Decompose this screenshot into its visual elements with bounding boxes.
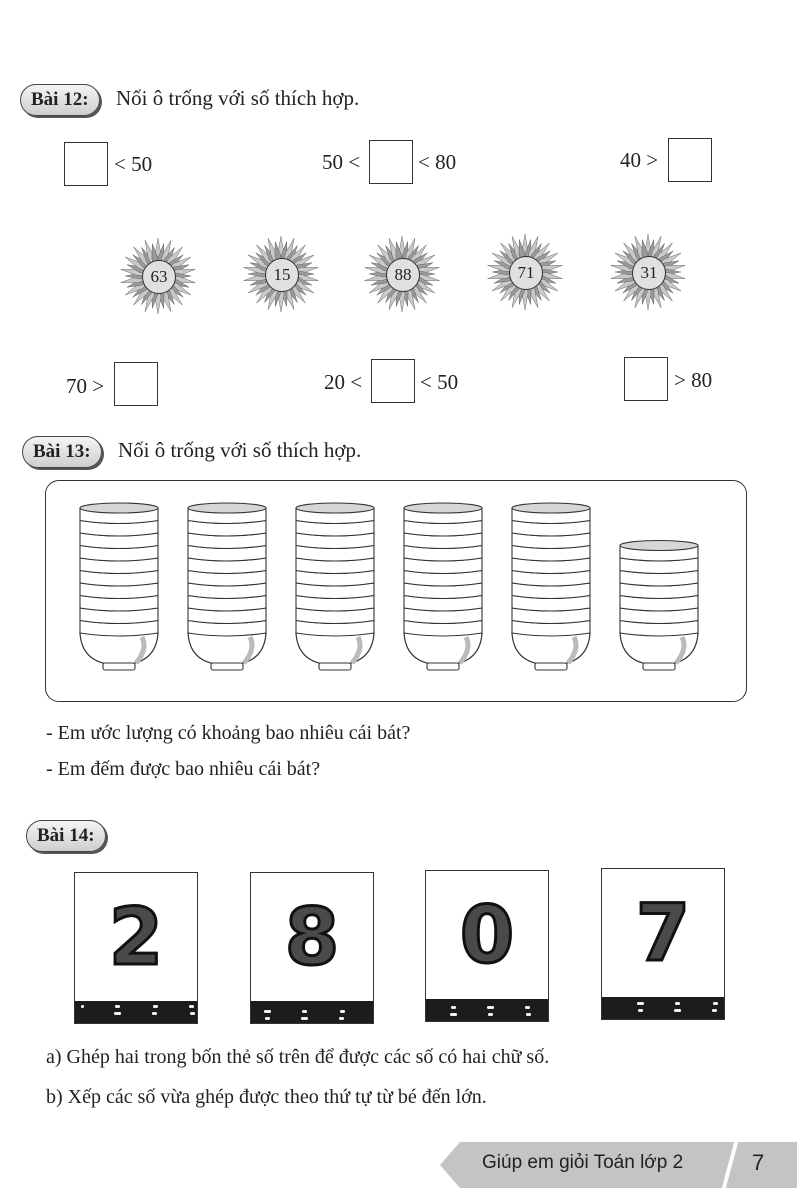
comparison-text: 70 > <box>66 374 105 398</box>
bowl-stack <box>296 503 374 670</box>
bowl-stack <box>512 503 590 670</box>
book-title: Giúp em giỏi Toán lớp 2 <box>482 1152 684 1173</box>
answer-box[interactable] <box>371 359 415 403</box>
answer-box[interactable] <box>668 138 712 182</box>
page-number: 7 <box>752 1150 765 1175</box>
answer-box[interactable] <box>624 357 668 401</box>
flower-number: 63 <box>142 260 176 294</box>
comparison-text: 40 > <box>620 148 659 172</box>
comparison-text: 50 < <box>322 150 361 174</box>
card-decoration <box>426 999 548 1021</box>
number-card[interactable] <box>74 872 198 1024</box>
count-question: - Em đếm được bao nhiêu cái bát? <box>46 758 321 780</box>
flower-number-card[interactable] <box>606 230 690 314</box>
exercise-12-badge: Bài 12: <box>20 84 100 116</box>
bowls-panel <box>45 480 747 702</box>
card-digit: 0 <box>459 891 515 981</box>
flower-number-card[interactable] <box>483 230 567 314</box>
number-card[interactable] <box>601 868 725 1020</box>
task-a: a) Ghép hai trong bốn thẻ số trên để được các số có hai chữ số. <box>46 1046 550 1068</box>
comparison-text: > 80 <box>674 368 713 392</box>
estimate-question: - Em ước lượng có khoảng bao nhiêu cái bát? <box>46 722 411 744</box>
answer-box[interactable] <box>64 142 108 186</box>
exercise-12-instruction: Nối ô trống với số thích hợp. <box>116 86 360 110</box>
exercise-13-badge: Bài 13: <box>22 436 102 468</box>
comparison-text: < 80 <box>418 150 457 174</box>
exercise-13-instruction: Nối ô trống với số thích hợp. <box>118 438 362 462</box>
flower-number: 31 <box>632 256 666 290</box>
flower-number: 15 <box>265 258 299 292</box>
card-decoration <box>75 1001 197 1023</box>
card-digit: 2 <box>108 893 164 983</box>
exercise-14-badge: Bài 14: <box>26 820 106 852</box>
comparison-text: < 50 <box>420 370 459 394</box>
comparison-text: < 50 <box>114 152 153 176</box>
bowl-stack <box>620 541 698 671</box>
task-b: b) Xếp các số vừa ghép được theo thứ tự từ bé đến lớn. <box>46 1086 487 1108</box>
flower-number-card[interactable] <box>239 232 323 316</box>
bowl-stack <box>188 503 266 670</box>
bowl-stacks-illustration <box>46 481 746 701</box>
flower-number-card[interactable] <box>116 234 200 318</box>
flower-number: 88 <box>386 258 420 292</box>
card-digit: 8 <box>284 893 340 983</box>
answer-box[interactable] <box>369 140 413 184</box>
card-decoration <box>602 997 724 1019</box>
flower-number-card[interactable] <box>360 232 444 316</box>
bowl-stack <box>80 503 158 670</box>
bowl-stack <box>404 503 482 670</box>
flower-number: 71 <box>509 256 543 290</box>
card-decoration <box>251 1001 373 1023</box>
number-card[interactable] <box>425 870 549 1022</box>
card-digit: 7 <box>635 889 691 979</box>
answer-box[interactable] <box>114 362 158 406</box>
comparison-text: 20 < <box>324 370 363 394</box>
number-card[interactable] <box>250 872 374 1024</box>
